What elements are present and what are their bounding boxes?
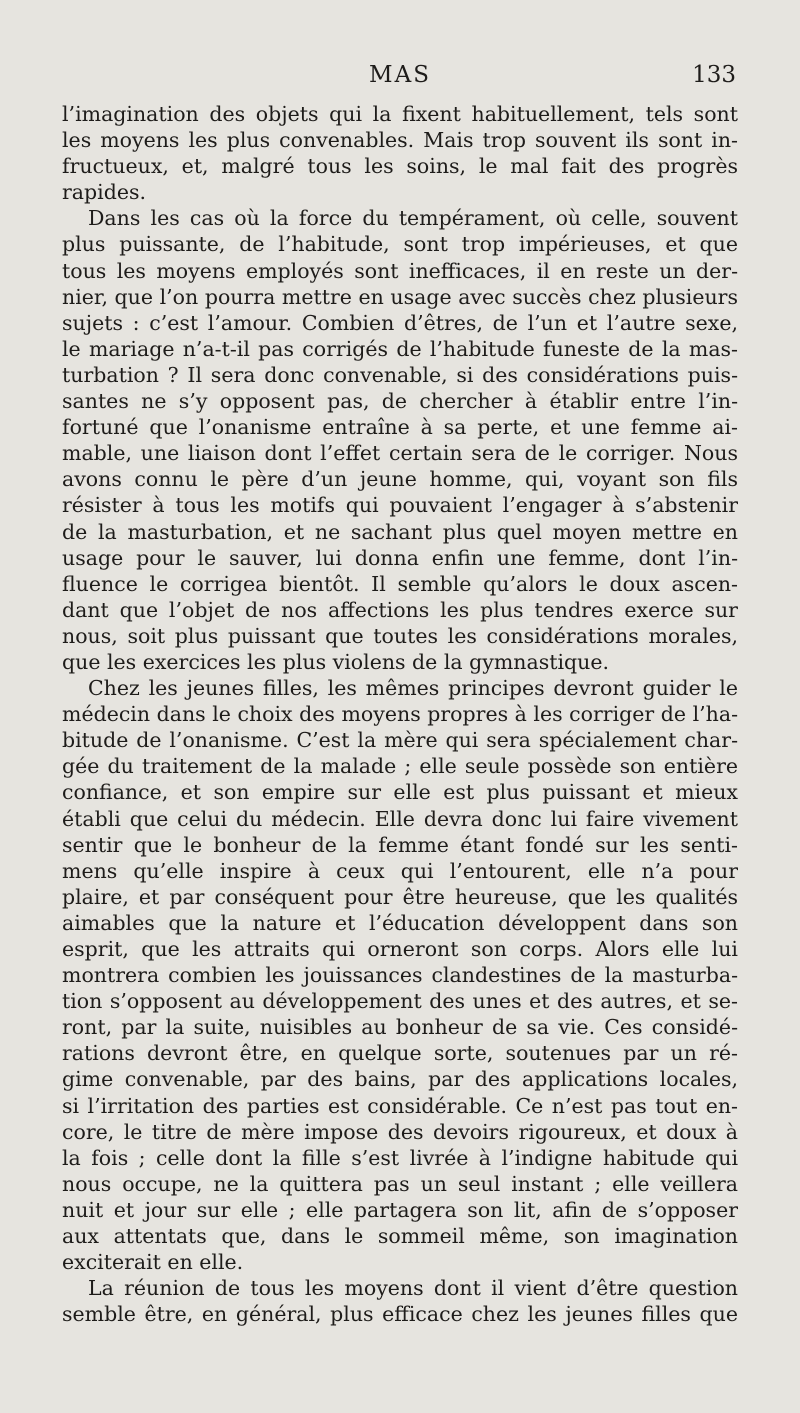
- page-header: [62, 62, 738, 102]
- text-line: exciterait en elle.: [62, 1250, 244, 1275]
- body-text: [62, 101, 738, 1327]
- text-line: fructueux, et, malgré tous les soins, le mal fait des progrès: [62, 154, 738, 179]
- text-line: rations devront être, en quelque sorte, soutenues par un ré-: [62, 1041, 738, 1066]
- text-line: sentir que le bonheur de la femme étant fondé sur les senti-: [62, 832, 738, 857]
- text-line: établi que celui du médecin. Elle devra donc lui faire vivement: [62, 806, 738, 831]
- text-line: que les exercices les plus violens de la gymnastique.: [62, 649, 609, 674]
- running-head: MAS: [369, 62, 431, 88]
- text-line: l’imagination des objets qui la fixent habituellement, tels sont: [62, 102, 738, 126]
- text-line: fortuné que l’onanisme entraîne à sa perte, et une femme ai-: [62, 415, 738, 440]
- text-line: dant que l’objet de nos affections les plus tendres exerce sur: [62, 597, 738, 622]
- text-line: médecin dans le choix des moyens propres à les corriger de l’ha-: [62, 702, 738, 727]
- text-line: core, le titre de mère impose des devoirs rigoureux, et doux à: [62, 1119, 738, 1144]
- text-line: rapides.: [62, 180, 146, 205]
- text-line: nier, que l’on pourra mettre en usage avec succès chez plusieurs: [62, 284, 738, 309]
- text-line: plaire, et par conséquent pour être heureuse, que les qualités: [62, 884, 738, 909]
- text-line: mable, une liaison dont l’effet certain sera de le corriger. Nous: [62, 441, 738, 466]
- text-line: ront, par la suite, nuisibles au bonheur de sa vie. Ces considé-: [62, 1015, 738, 1040]
- text-line: La réunion de tous les moyens dont il vient d’être question: [88, 1276, 738, 1301]
- text-line: gime convenable, par des bains, par des applications locales,: [62, 1067, 738, 1092]
- text-line: tion s’opposent au développement des unes et des autres, et se-: [62, 989, 738, 1014]
- text-line: Dans les cas où la force du tempérament, où celle, souvent: [88, 206, 738, 231]
- text-line: si l’irritation des parties est considérable. Ce n’est pas tout en-: [62, 1093, 738, 1118]
- text-line: gée du traitement de la malade ; elle seule possède son entière: [62, 754, 738, 779]
- text-line: tous les moyens employés sont inefficaces, il en reste un der-: [62, 258, 738, 283]
- text-line: avons connu le père d’un jeune homme, qui, voyant son fils: [62, 467, 738, 492]
- text-line: les moyens les plus convenables. Mais trop souvent ils sont in-: [62, 128, 738, 153]
- text-line: confiance, et son empire sur elle est plus puissant et mieux: [62, 780, 738, 805]
- text-line: Chez les jeunes filles, les mêmes principes devront guider le: [88, 676, 738, 701]
- text-line: sujets : c’est l’amour. Combien d’êtres, de l’un et l’autre sexe,: [62, 310, 738, 335]
- text-line: bitude de l’onanisme. C’est la mère qui sera spécialement char-: [62, 728, 738, 753]
- page-number: 133: [692, 62, 736, 88]
- text-line: aux attentats que, dans le sommeil même, son imagination: [62, 1224, 738, 1249]
- text-line: nous occupe, ne la quittera pas un seul instant ; elle veillera: [62, 1171, 738, 1196]
- text-line: de la masturbation, et ne sachant plus quel moyen mettre en: [62, 519, 738, 544]
- text-line: santes ne s’y opposent pas, de chercher à établir entre l’in-: [62, 389, 738, 414]
- text-line: semble être, en général, plus efficace chez les jeunes filles que: [62, 1302, 738, 1327]
- text-line: aimables que la nature et l’éducation développent dans son: [62, 910, 738, 935]
- text-line: turbation ? Il sera donc convenable, si des considérations puis-: [62, 362, 738, 387]
- text-line: nous, soit plus puissant que toutes les considérations morales,: [62, 623, 738, 648]
- text-line: le mariage n’a-t-il pas corrigés de l’habitude funeste de la mas-: [62, 336, 738, 361]
- text-line: esprit, que les attraits qui orneront son corps. Alors elle lui: [62, 937, 738, 961]
- text-line: plus puissante, de l’habitude, sont trop impérieuses, et que: [62, 232, 738, 257]
- text-line: nuit et jour sur elle ; elle partagera son lit, afin de s’opposer: [62, 1197, 738, 1222]
- text-line: mens qu’elle inspire à ceux qui l’entourent, elle n’a pour: [62, 858, 738, 883]
- text-line: résister à tous les motifs qui pouvaient l’engager à s’abstenir: [62, 493, 738, 518]
- text-line: la fois ; celle dont la fille s’est livrée à l’indigne habitude qui: [62, 1145, 738, 1170]
- text-line: usage pour le sauver, lui donna enfin une femme, dont l’in-: [62, 545, 738, 570]
- text-line: montrera combien les jouissances clandestines de la masturba-: [62, 963, 738, 988]
- text-line: fluence le corrigea bientôt. Il semble qu’alors le doux ascen-: [62, 571, 738, 596]
